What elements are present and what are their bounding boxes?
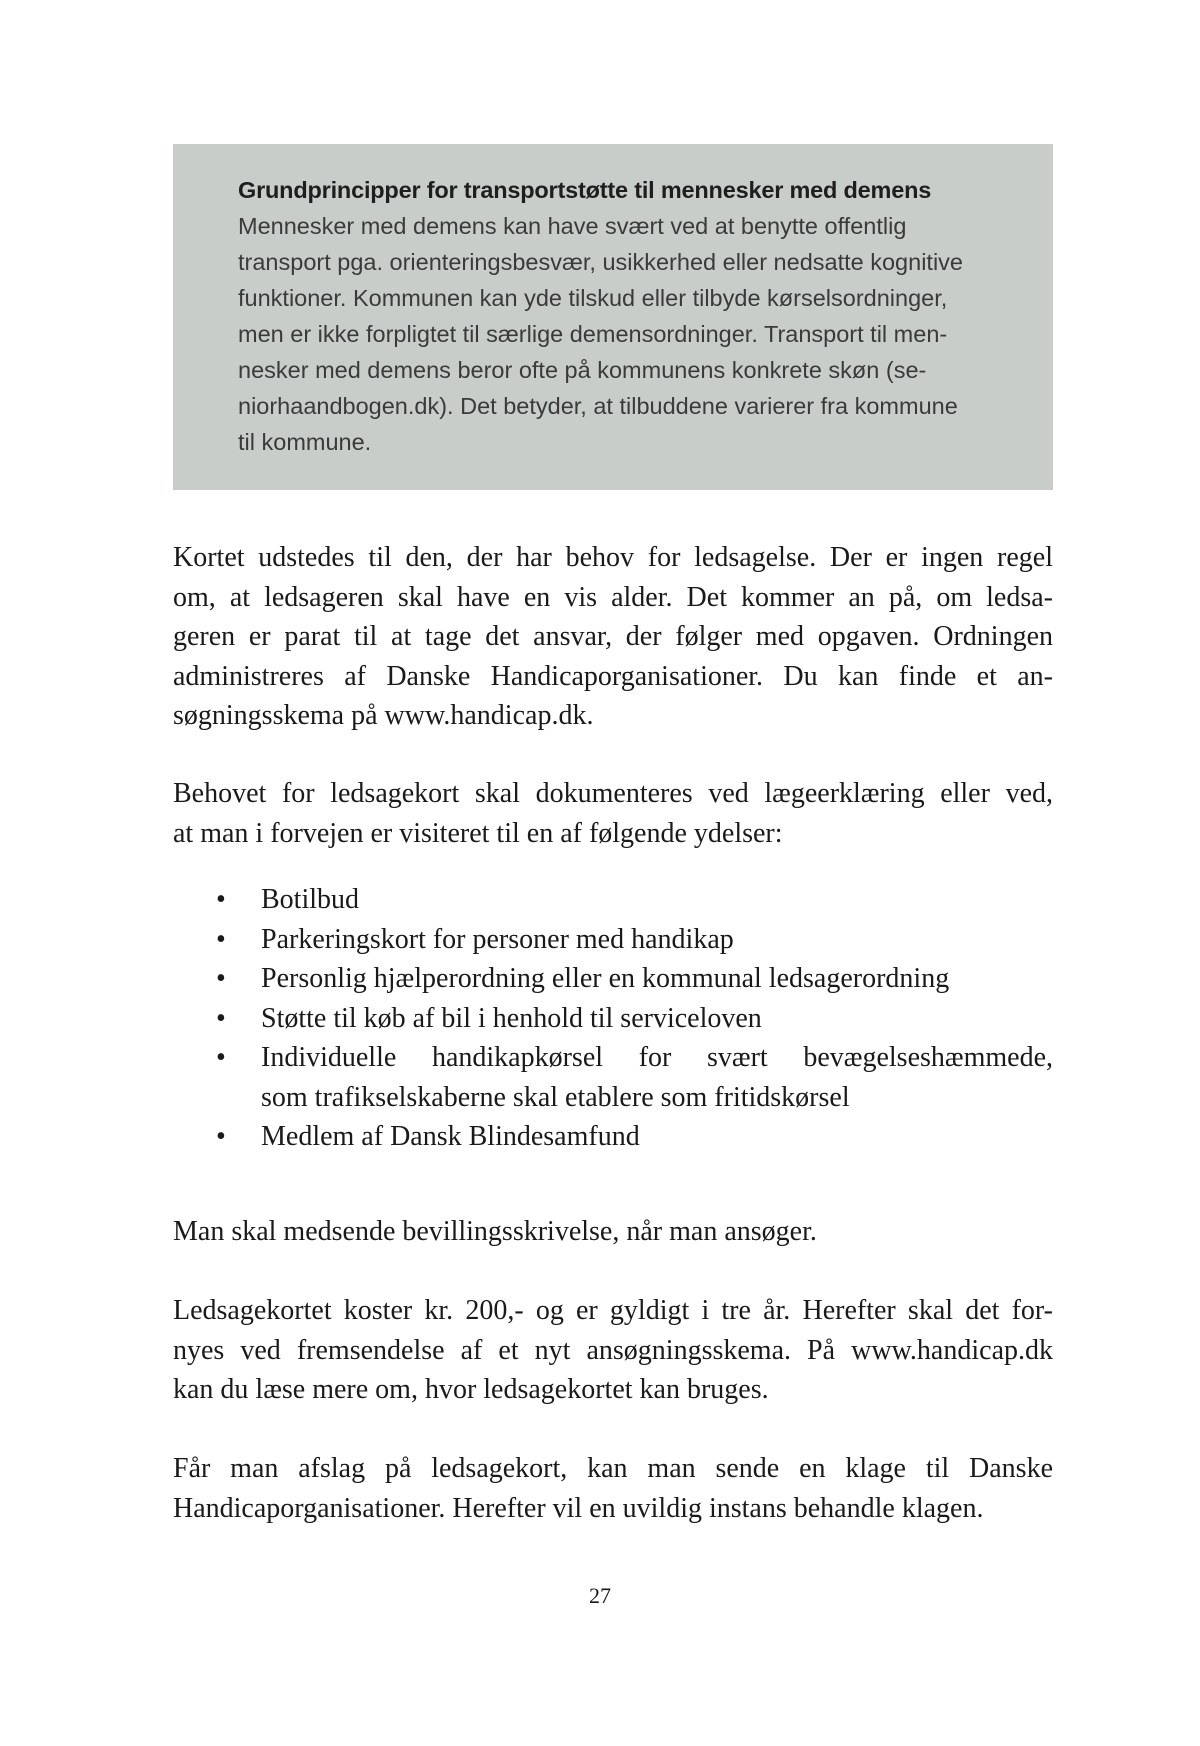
info-box-line: niorhaandbogen.dk). Det betyder, at tilbuddene varierer fra kommune — [238, 393, 958, 419]
paragraph-line: at man i forvejen er visiteret til en af følgende ydelser: — [173, 817, 783, 849]
list-item-text: som trafikselskaberne skal etablere som fritidskørsel — [261, 1081, 850, 1113]
info-box-line: Mennesker med demens kan have svært ved at benytte offentlig — [238, 213, 907, 239]
paragraph-bevillingsskrivelse — [173, 1212, 1053, 1252]
list-item — [173, 959, 1053, 999]
info-box-line: funktioner. Kommunen kan yde tilskud eller tilbyde kørselsordninger, — [238, 285, 948, 311]
paragraph-line: søgningsskema på www.handicap.dk. — [173, 700, 594, 731]
paragraph-complaint — [173, 1449, 1053, 1528]
paragraph-documentation — [173, 774, 1053, 853]
list-item-text: Parkeringskort for personer med handikap — [261, 923, 734, 955]
list-item — [173, 920, 1053, 960]
bullet-icon: • — [216, 1121, 226, 1152]
list-item — [173, 1117, 1053, 1157]
paragraph-line: Får man afslag på ledsagekort, kan man sende en klage til Danske — [173, 1453, 1053, 1484]
info-box-line: nesker med demens beror ofte på kommunens konkrete skøn (se- — [238, 357, 927, 383]
page-number: 27 — [589, 1583, 611, 1608]
list-item — [173, 880, 1053, 920]
paragraph-line: kan du læse mere om, hvor ledsagekortet kan bruges. — [173, 1374, 769, 1405]
paragraph-line: geren er parat til at tage det ansvar, der følger med opgaven. Ordningen — [173, 621, 1053, 652]
info-box — [173, 144, 1053, 490]
bullet-icon: • — [216, 923, 226, 955]
list-item-text: Støtte til køb af bil i henhold til serviceloven — [261, 1002, 762, 1034]
paragraph-line: administreres af Danske Handicaporganisationer. Du kan finde et an- — [173, 660, 1053, 692]
paragraph-line: om, at ledsageren skal have en vis alder. Det kommer an på, om ledsa- — [173, 581, 1053, 613]
bullet-icon: • — [216, 963, 226, 994]
list-item — [173, 1038, 1053, 1117]
info-box-text — [238, 208, 1030, 460]
bullet-list — [173, 880, 1053, 1157]
bullet-icon: • — [216, 1042, 226, 1073]
info-box-title: Grundprincipper for transportstøtte til mennesker med demens — [238, 177, 932, 203]
bullet-icon: • — [216, 884, 226, 915]
info-box-line: til kommune. — [238, 429, 372, 455]
paragraph-line: Man skal medsende bevillingsskrivelse, når man ansøger. — [173, 1216, 817, 1247]
info-box-line: men er ikke forpligtet til særlige demensordninger. Transport til men- — [238, 321, 948, 347]
paragraph-line: nyes ved fremsendelse af et nyt ansøgningsskema. På www.handicap.dk — [173, 1334, 1053, 1366]
paragraph-line: Kortet udstedes til den, der har behov for ledsagelse. Der er ingen regel — [173, 542, 1053, 573]
paragraph-line: Handicaporganisationer. Herefter vil en uvildig instans behandle klagen. — [173, 1492, 984, 1524]
paragraph-line: Ledsagekortet koster kr. 200,- og er gyldigt i tre år. Herefter skal det for- — [173, 1295, 1053, 1326]
list-item-text: Personlig hjælperordning eller en kommunal ledsagerordning — [261, 963, 950, 994]
paragraph-price-validity — [173, 1291, 1053, 1410]
paragraph-line: Behovet for ledsagekort skal dokumenteres ved lægeerklæring eller ved, — [173, 778, 1053, 809]
list-item-text: Individuelle handikapkørsel for svært bevægelseshæmmede, — [261, 1042, 1053, 1073]
paragraph-ledsagekort-intro — [173, 538, 1053, 736]
list-item — [173, 999, 1053, 1039]
bullet-icon: • — [216, 1002, 226, 1034]
info-box-line: transport pga. orienteringsbesvær, usikkerhed eller nedsatte kognitive — [238, 249, 963, 275]
list-item-text: Botilbud — [261, 884, 360, 915]
list-item-text: Medlem af Dansk Blindesamfund — [261, 1121, 640, 1152]
